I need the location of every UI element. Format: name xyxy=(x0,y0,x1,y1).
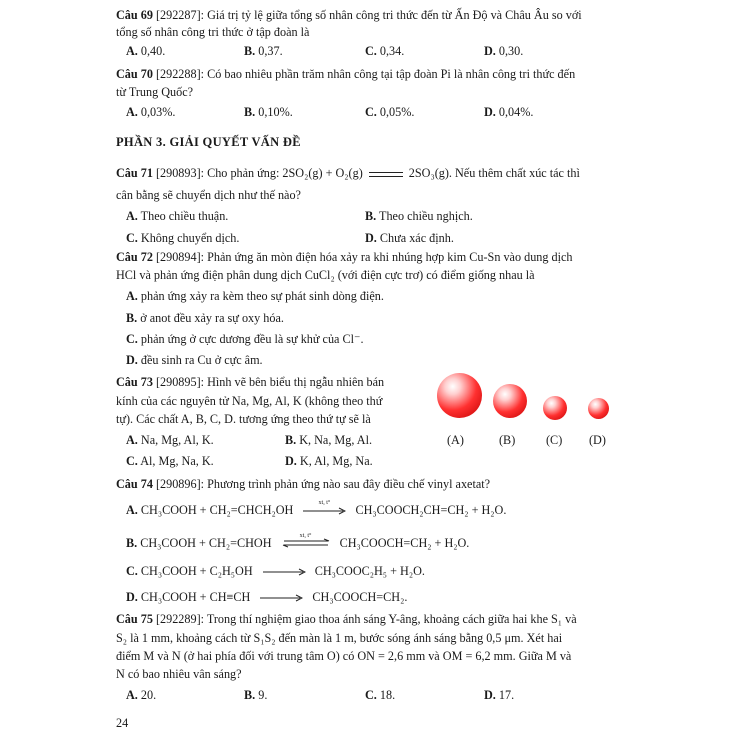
atom-sphere-c xyxy=(543,396,567,420)
reaction-arrow-icon xyxy=(259,591,303,606)
reaction-arrow-icon xyxy=(302,499,346,519)
q69-option-a: A. 0,40. xyxy=(126,44,166,58)
atom-sphere-d xyxy=(588,398,609,419)
figure-label-a: (A) xyxy=(447,433,464,447)
figure-label-c: (C) xyxy=(546,433,563,447)
figure-label-b: (B) xyxy=(499,433,516,447)
q74-option-d-left: D. CH₃COOH + CH≡CH xyxy=(126,590,251,604)
q74-option-c-left: C. CH₃COOH + C₂H₅OH xyxy=(126,564,253,578)
q74-option-c-right: CH₃COOC₂H₅ + H₂O. xyxy=(314,564,425,578)
q73-option-b: B. K, Na, Mg, Al. xyxy=(285,433,373,447)
q69-line2: tổng số nhân công tri thức ở tập đoàn là xyxy=(116,25,310,39)
q75-line2: S₂ là 1 mm, khoảng cách từ S₁S₂ đến màn là 1 m, bước sóng ánh sáng bằng 0,5 μm. Xét hai xyxy=(116,631,563,645)
q75-line3: điểm M và N (ở hai phía đối với trung tâm O) có ON = 2,6 mm và OM = 6,2 mm. Giữa M và xyxy=(116,649,572,663)
q70-option-a: A. 0,03%. xyxy=(126,105,176,119)
q69-option-c: C. 0,34. xyxy=(365,44,405,58)
q71-line1-right: 2SO₃(g). Nếu thêm chất xúc tác thì xyxy=(408,166,580,180)
q72-line1: Câu 72 [290894]: Phản ứng ăn mòn điện hóa xảy ra khi nhúng hợp kim Cu-Sn vào dung dịch xyxy=(116,250,573,264)
q74-option-d-right: CH₃COOCH=CH₂. xyxy=(312,590,408,604)
q75-option-a: A. 20. xyxy=(126,688,157,702)
q73-option-d: D. K, Al, Mg, Na. xyxy=(285,454,373,468)
reaction-arrow-icon xyxy=(262,565,306,580)
q75-option-c: C. 18. xyxy=(365,688,396,702)
q72-option-b: B. ở anot đều xảy ra sự oxy hóa. xyxy=(126,311,284,325)
q75-line1: Câu 75 [292289]: Trong thí nghiệm giao thoa ánh sáng Y-âng, khoảng cách giữa hai khe S₁ và xyxy=(116,612,577,626)
q69-option-d: D. 0,30. xyxy=(484,44,524,58)
q75-line4: N có bao nhiêu vân sáng? xyxy=(116,667,242,681)
section-heading: PHẦN 3. GIẢI QUYẾT VẤN ĐỀ xyxy=(116,135,301,149)
atom-sphere-b xyxy=(493,384,527,418)
q71-option-c: C. Không chuyển dịch. xyxy=(126,231,240,245)
q72-line2: HCl và phản ứng điện phân dung dịch CuCl₂ (với điện cực trơ) có điểm giống nhau là xyxy=(116,268,535,282)
q70-option-b: B. 0,10%. xyxy=(244,105,293,119)
q71-line1-left: Câu 71 [290893]: Cho phản ứng: 2SO₂(g) + O₂(g) xyxy=(116,166,363,180)
q74-option-b xyxy=(126,532,470,552)
q70-option-d: D. 0,04%. xyxy=(484,105,534,119)
q73-line1: Câu 73 [290895]: Hình vẽ bên biểu thị ngẫu nhiên bán xyxy=(116,375,385,389)
q69-line1: Câu 69 [292287]: Giá trị tỷ lệ giữa tổng số nhân công tri thức đến từ Ấn Độ và Châu Âu so với xyxy=(116,8,582,22)
arrow-condition-label: xt, t° xyxy=(299,532,312,539)
q72-option-d: D. đều sinh ra Cu ở cực âm. xyxy=(126,353,263,367)
q74-option-a-right: CH₃COOCH₂CH=CH₂ + H₂O. xyxy=(355,503,507,517)
q71-option-a: A. Theo chiều thuận. xyxy=(126,209,229,223)
arrow-condition-label: xt, t° xyxy=(318,499,331,506)
q71-line1 xyxy=(116,166,580,181)
q72-option-c: C. phản ứng ở cực dương đều là sự khử của Cl⁻. xyxy=(126,332,364,346)
q74-option-c xyxy=(126,564,425,580)
page-number: 24 xyxy=(116,716,129,730)
figure-label-d: (D) xyxy=(589,433,606,447)
atom-sphere-a xyxy=(437,373,482,418)
q75-option-d: D. 17. xyxy=(484,688,515,702)
q74-option-b-left: B. CH₃COOH + CH₂=CHOH xyxy=(126,536,272,550)
q75-option-b: B. 9. xyxy=(244,688,268,702)
q74-option-d xyxy=(126,590,407,606)
q71-line2: cân bằng sẽ chuyển dịch như thế nào? xyxy=(116,188,301,202)
q69-option-b: B. 0,37. xyxy=(244,44,283,58)
equilibrium-arrow-icon xyxy=(369,171,403,178)
q74-option-a xyxy=(126,499,507,519)
q71-option-d: D. Chưa xác định. xyxy=(365,231,454,245)
q72-option-a: A. phản ứng xảy ra kèm theo sự phát sinh dòng điện. xyxy=(126,289,384,303)
q74-line1: Câu 74 [290896]: Phương trình phản ứng nào sau đây điều chế vinyl axetat? xyxy=(116,477,491,491)
q70-option-c: C. 0,05%. xyxy=(365,105,415,119)
reversible-arrow-icon xyxy=(281,532,331,552)
q73-line2: kính của các nguyên tử Na, Mg, Al, K (không theo thứ xyxy=(116,394,383,408)
q73-option-c: C. Al, Mg, Na, K. xyxy=(126,454,214,468)
q71-option-b: B. Theo chiều nghịch. xyxy=(365,209,473,223)
q70-line1: Câu 70 [292288]: Có bao nhiêu phần trăm nhân công tại tập đoàn Pi là nhân công tri thức đến xyxy=(116,67,576,81)
q74-option-b-right: CH₃COOCH=CH₂ + H₂O. xyxy=(339,536,470,550)
q70-line2: từ Trung Quốc? xyxy=(116,85,194,99)
q73-option-a: A. Na, Mg, Al, K. xyxy=(126,433,214,447)
q73-line3: tự). Các chất A, B, C, D. tương ứng theo thứ tự sẽ là xyxy=(116,412,371,426)
q74-option-a-left: A. CH₃COOH + CH₂=CHCH₂OH xyxy=(126,503,294,517)
